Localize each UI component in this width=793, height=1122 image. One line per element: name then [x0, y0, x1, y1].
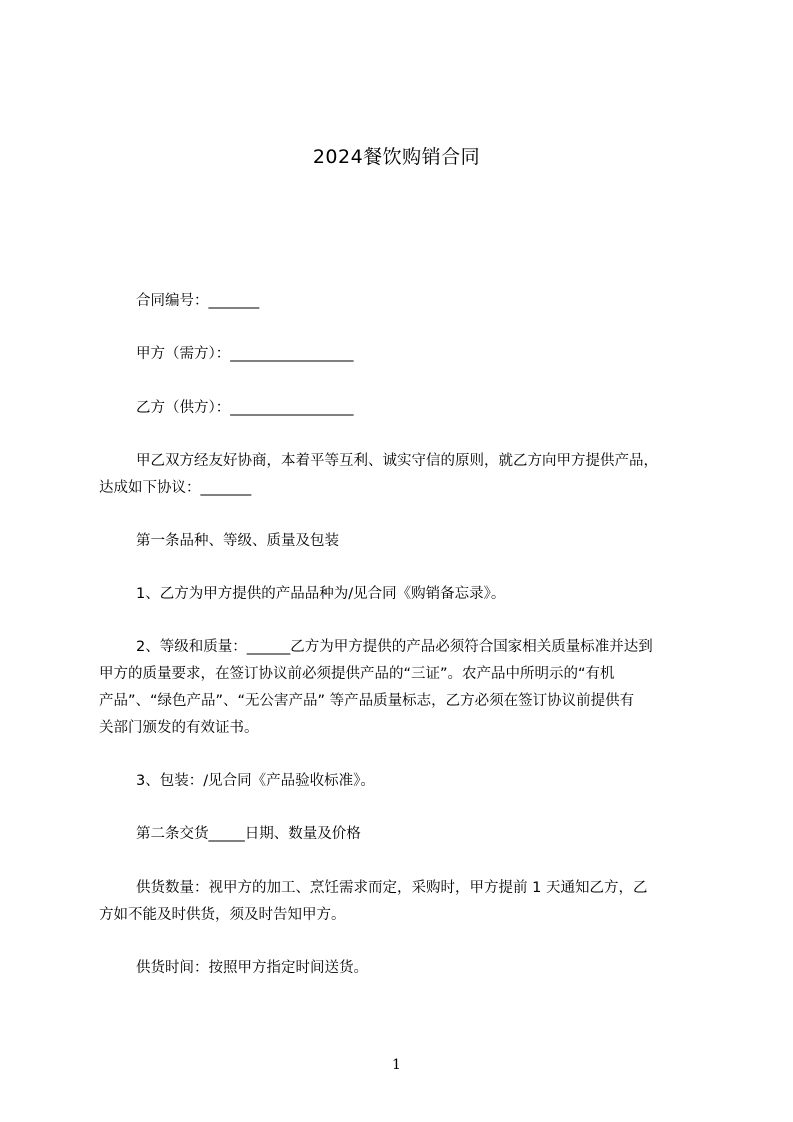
article-2-heading: [99, 821, 719, 848]
paragraph-line: 产品”、“绿色产品”、“无公害产品” 等产品质量标志，乙方必须在签订协议前提供有: [99, 693, 635, 709]
paragraph-line: 第一条品种、等级、质量及包装: [136, 533, 339, 549]
clause-1-paragraph: [99, 581, 719, 608]
paragraph-line: 关部门颁发的有效证书。: [99, 720, 259, 736]
paragraph-line: 供货时间：按照甲方指定时间送货。: [136, 960, 368, 976]
clause-2-paragraph: [99, 634, 719, 742]
clause-3-paragraph: [99, 768, 719, 795]
paragraph-line: 方如不能及时供货，须及时告知甲方。: [99, 907, 346, 923]
contract-number-paragraph: [99, 288, 719, 315]
party-b-paragraph: [99, 395, 719, 422]
paragraph-line: 第二条交货_____日期、数量及价格: [136, 826, 361, 842]
paragraph-line: 供货数量：视甲方的加工、烹饪需求而定，采购时，甲方提前 1 天通知乙方，乙: [136, 880, 648, 896]
paragraph-line: 甲方（需方）：_________________: [136, 346, 354, 362]
paragraph-line: 1、乙方为甲方提供的产品品种为/见合同《购销备忘录》。: [136, 586, 506, 602]
supply-time-paragraph: [99, 955, 719, 982]
paragraph-line: 甲乙双方经友好协商，本着平等互利、诚实守信的原则，就乙方向甲方提供产品，: [136, 453, 658, 469]
paragraph-line: 乙方（供方）：_________________: [136, 400, 354, 416]
page-number: 1: [392, 1057, 401, 1073]
paragraph-line: 甲方的质量要求，在签订协议前必须提供产品的“三证”。农产品中所明示的“有机: [99, 666, 615, 682]
paragraph-line: 合同编号：_______: [136, 293, 260, 309]
paragraph-line: 3、包装：/见合同《产品验收标准》。: [136, 773, 375, 789]
party-a-paragraph: [99, 341, 719, 368]
document-title: 2024餐饮购销合同: [312, 146, 481, 168]
intro-paragraph: [99, 448, 719, 502]
paragraph-line: 2、等级和质量：______乙方为甲方提供的产品必须符合国家相关质量标准并达到: [136, 639, 653, 655]
article-1-heading: [99, 528, 719, 555]
paragraph-line: 达成如下协议：_______: [99, 480, 252, 496]
supply-quantity-paragraph: [99, 875, 719, 929]
